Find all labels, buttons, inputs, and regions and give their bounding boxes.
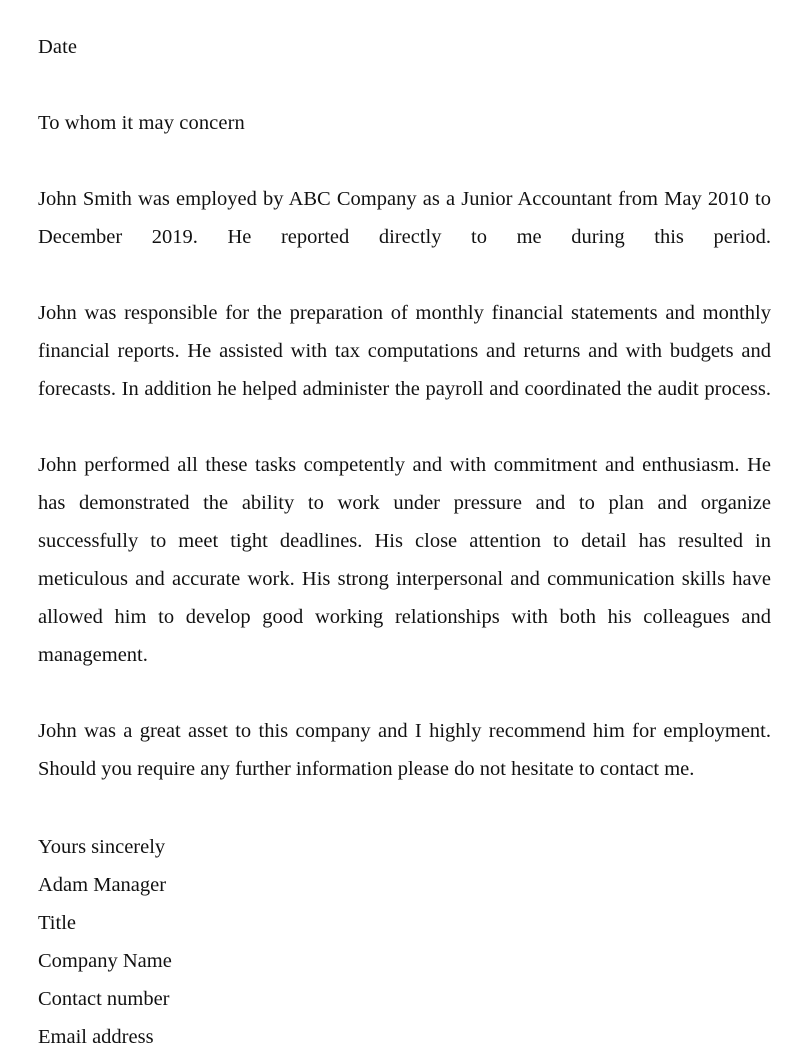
closing-sign-off: Yours sincerely	[38, 836, 166, 858]
body-paragraph-responsibilities: John was responsible for the preparation of monthly financial statements and monthly financial reports. He assisted with tax computations and returns and with budgets and forecasts. In addition he helped administer the payroll and coordinated the audit process.	[38, 302, 771, 400]
salutation-line: To whom it may concern	[38, 112, 245, 134]
closing-job-title: Title	[38, 912, 76, 934]
body-paragraph-recommendation: John was a great asset to this company and I highly recommend him for employment. Should you require any further information please do not hesitate to contact me.	[38, 720, 771, 780]
body-paragraph-performance: John performed all these tasks competently and with commitment and enthusiasm. He has demonstrated the ability to work under pressure and to plan and organize successfully to meet tight deadlines. His close attention to detail has resulted in meticulous and accurate work. His strong interpersonal and communication skills have allowed him to develop good working relationships with both his colleagues and management.	[38, 454, 771, 666]
body-paragraph-employment-dates: John Smith was employed by ABC Company as a Junior Accountant from May 2010 to December 2019. He reported directly to me during this period.	[38, 188, 771, 248]
date-line: Date	[38, 36, 78, 58]
spacer-before-closing	[38, 788, 771, 828]
closing-company-name: Company Name	[38, 950, 172, 972]
spacer-after-salutation	[38, 142, 771, 180]
letter-body	[38, 28, 771, 1056]
closing-contact-number: Contact number	[38, 988, 170, 1010]
closing-signatory-name: Adam Manager	[38, 874, 167, 896]
spacer-after-date	[38, 66, 771, 104]
closing-email-address: Email address	[38, 1026, 154, 1048]
